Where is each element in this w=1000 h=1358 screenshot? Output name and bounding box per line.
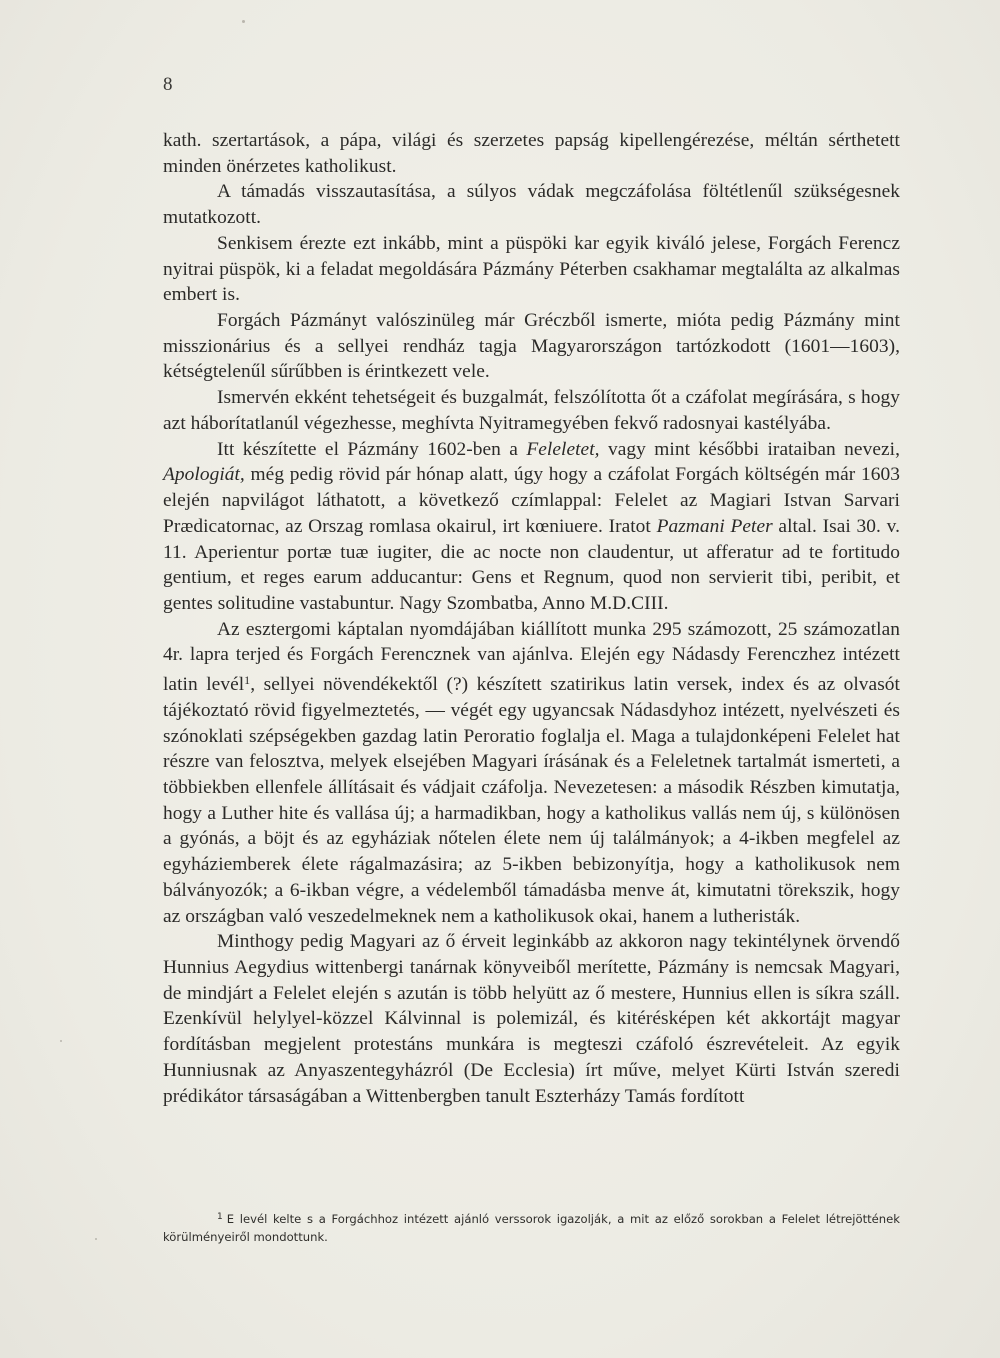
footnote-marker: 1 <box>217 1212 223 1222</box>
paragraph-text: Minthogy pedig Magyari az ő érveit leginkább az akkoron nagy tekintélynek örvendő Hunnius Aegydius wittenbergi tanárnak könyveiből merítette, Pázmány is nemcsak Magyari, de mindjárt a Felelet elején s azután is több helyütt az ő mestere, Hunnius ellen is síkra száll. Ezenkívül helylyel-közzel Kálvinnal is polemizál, és kitérésképen két akkortájt magyar fordításban megjelent protestáns munkára is megteszi czáfoló észrevételeit. Az egyik Hunniusnak az Anyaszentegyházról (De Ecclesia) írt műve, melyet Kürti István szeredi prédikátor társaságában a Wittenbergben tanult Eszterházy Tamás fordított <box>163 931 900 1107</box>
footnotes <box>163 1208 900 1246</box>
page-number: 8 <box>163 74 173 95</box>
paragraph <box>163 929 900 1109</box>
footnote-reference: 1 <box>244 673 251 688</box>
paragraph-text: kath. szertartások, a pápa, világi és szerzetes papság kipellengérezése, méltán sérthetett minden önérzetes katholikust. <box>163 130 900 177</box>
paragraph <box>163 231 900 308</box>
paragraph-text: , sellyei növendékektől (?) készített szatirikus latin versek, index és az olvasót tájékoztató rövid figyelmeztetés, — végét egy ugyancsak Nádasdyhoz intézett, nyelvészeti és szónoklati szépségekben gazdag latin Peroratio foglalja el. Maga a tulajdonképeni Felelet hat részre van felosztva, melyek elsejében Magyari írásának és a Feleletnek tartalmát ismerteti, a többiekben ellenfele állításait és vádjait czáfolja. Nevezetesen: a második Részben kimutatja, hogy a Luther hite és vallása új; a harmadikban, hogy a katholikus vallás nem új, s különösen a gyónás, a böjt és az egyháziak nőtelen élete nem új találmányok; a 4-ikben megfelel az egyháziemberek élete rágalmazásira; az 5-ikben bebizonyítja, hogy a katholikusok nem bálványozók; a 6-ikban végre, a védelemből támadásba menve át, kimutatni törekszik, hogy az országban való veszedelmeknek nem a katholikusok okai, hanem a lutheristák. <box>163 674 900 927</box>
italic-text: Apologiát, <box>163 464 245 486</box>
paragraph <box>163 308 900 385</box>
italic-text: Feleletet, <box>526 438 600 460</box>
paragraph-text: A támadás visszautasítása, a súlyos vádak megczáfolása föltétlenűl szükségesnek mutatkozott. <box>163 181 900 229</box>
paragraph <box>163 437 900 617</box>
paragraph <box>163 385 900 436</box>
paragraph <box>163 128 900 179</box>
paragraph <box>163 179 900 230</box>
italic-text: Pazmani Peter <box>656 515 773 537</box>
paragraph-text: altal. Isai 30. v. 11. Aperientur portæ tuæ iugiter, die ac nocte non claudentur, ut afferatur ad te fortitudo gentium, et reges earum adducantur: Gens et Regnum, quod non servierit tibi, peribit, et gentes solitudine vastabuntur. Nagy Szombatba, Anno M.D.CIII. <box>163 515 900 614</box>
paragraph-text: Itt készítette el Pázmány 1602-ben a <box>217 438 527 460</box>
body-text <box>163 128 900 1109</box>
paper-speck <box>95 1238 97 1240</box>
paper-speck <box>60 1040 62 1042</box>
footnote <box>163 1208 900 1246</box>
paper-speck <box>242 20 245 23</box>
paragraph-text: Senkisem érezte ezt inkább, mint a püspöki kar egyik kiváló jelese, Forgách Ferencz nyitrai püspök, ki a feladat megoldására Pázmány Péterben csakhamar megtalálta az alkalmas embert is. <box>163 232 900 306</box>
paragraph-text: Forgách Pázmányt valószinüleg már Gréczből ismerte, mióta pedig Pázmány mint misszionárius és a sellyei rendház tagja Magyarországon tartózkodott (1601—1603), kétségtelenűl sűrűbben is érintkezett vele. <box>163 310 900 383</box>
paragraph <box>163 617 900 930</box>
paragraph-text: Az esztergomi káptalan nyomdájában kiállított munka 295 számozott, 25 számozatlan 4r. lapra terjed és Forgách Ferencznek van ajánlva. Elején egy Nádasdy Ferenczhez intézett latin levél <box>163 618 900 696</box>
paragraph-text: Ismervén ekként tehetségeit és buzgalmát, felszólította őt a czáfolat megírására, s hogy azt háborítatlanúl végezhesse, meghívta Nyitramegyében fekvő radosnyai kastélyába. <box>163 387 900 434</box>
footnote-text: E levél kelte s a Forgáchhoz intézett ajánló verssorok igazolják, a mit az előző sorokban a Felelet létrejöttének körülményeiről mondottunk. <box>163 1212 900 1244</box>
paragraph-text: vagy mint későbbi irataiban nevezi, <box>599 438 900 460</box>
paragraph-text: még pedig rövid pár hónap alatt, úgy hogy a czáfolat Forgách költségén már 1603 elején napvilágot láthatott, a következő czímlappal: Felelet az Magiari Istvan Sarvari Prædicatornac, az Orszag romlasa okairul, irt kœniuere. Iratot <box>163 464 900 537</box>
